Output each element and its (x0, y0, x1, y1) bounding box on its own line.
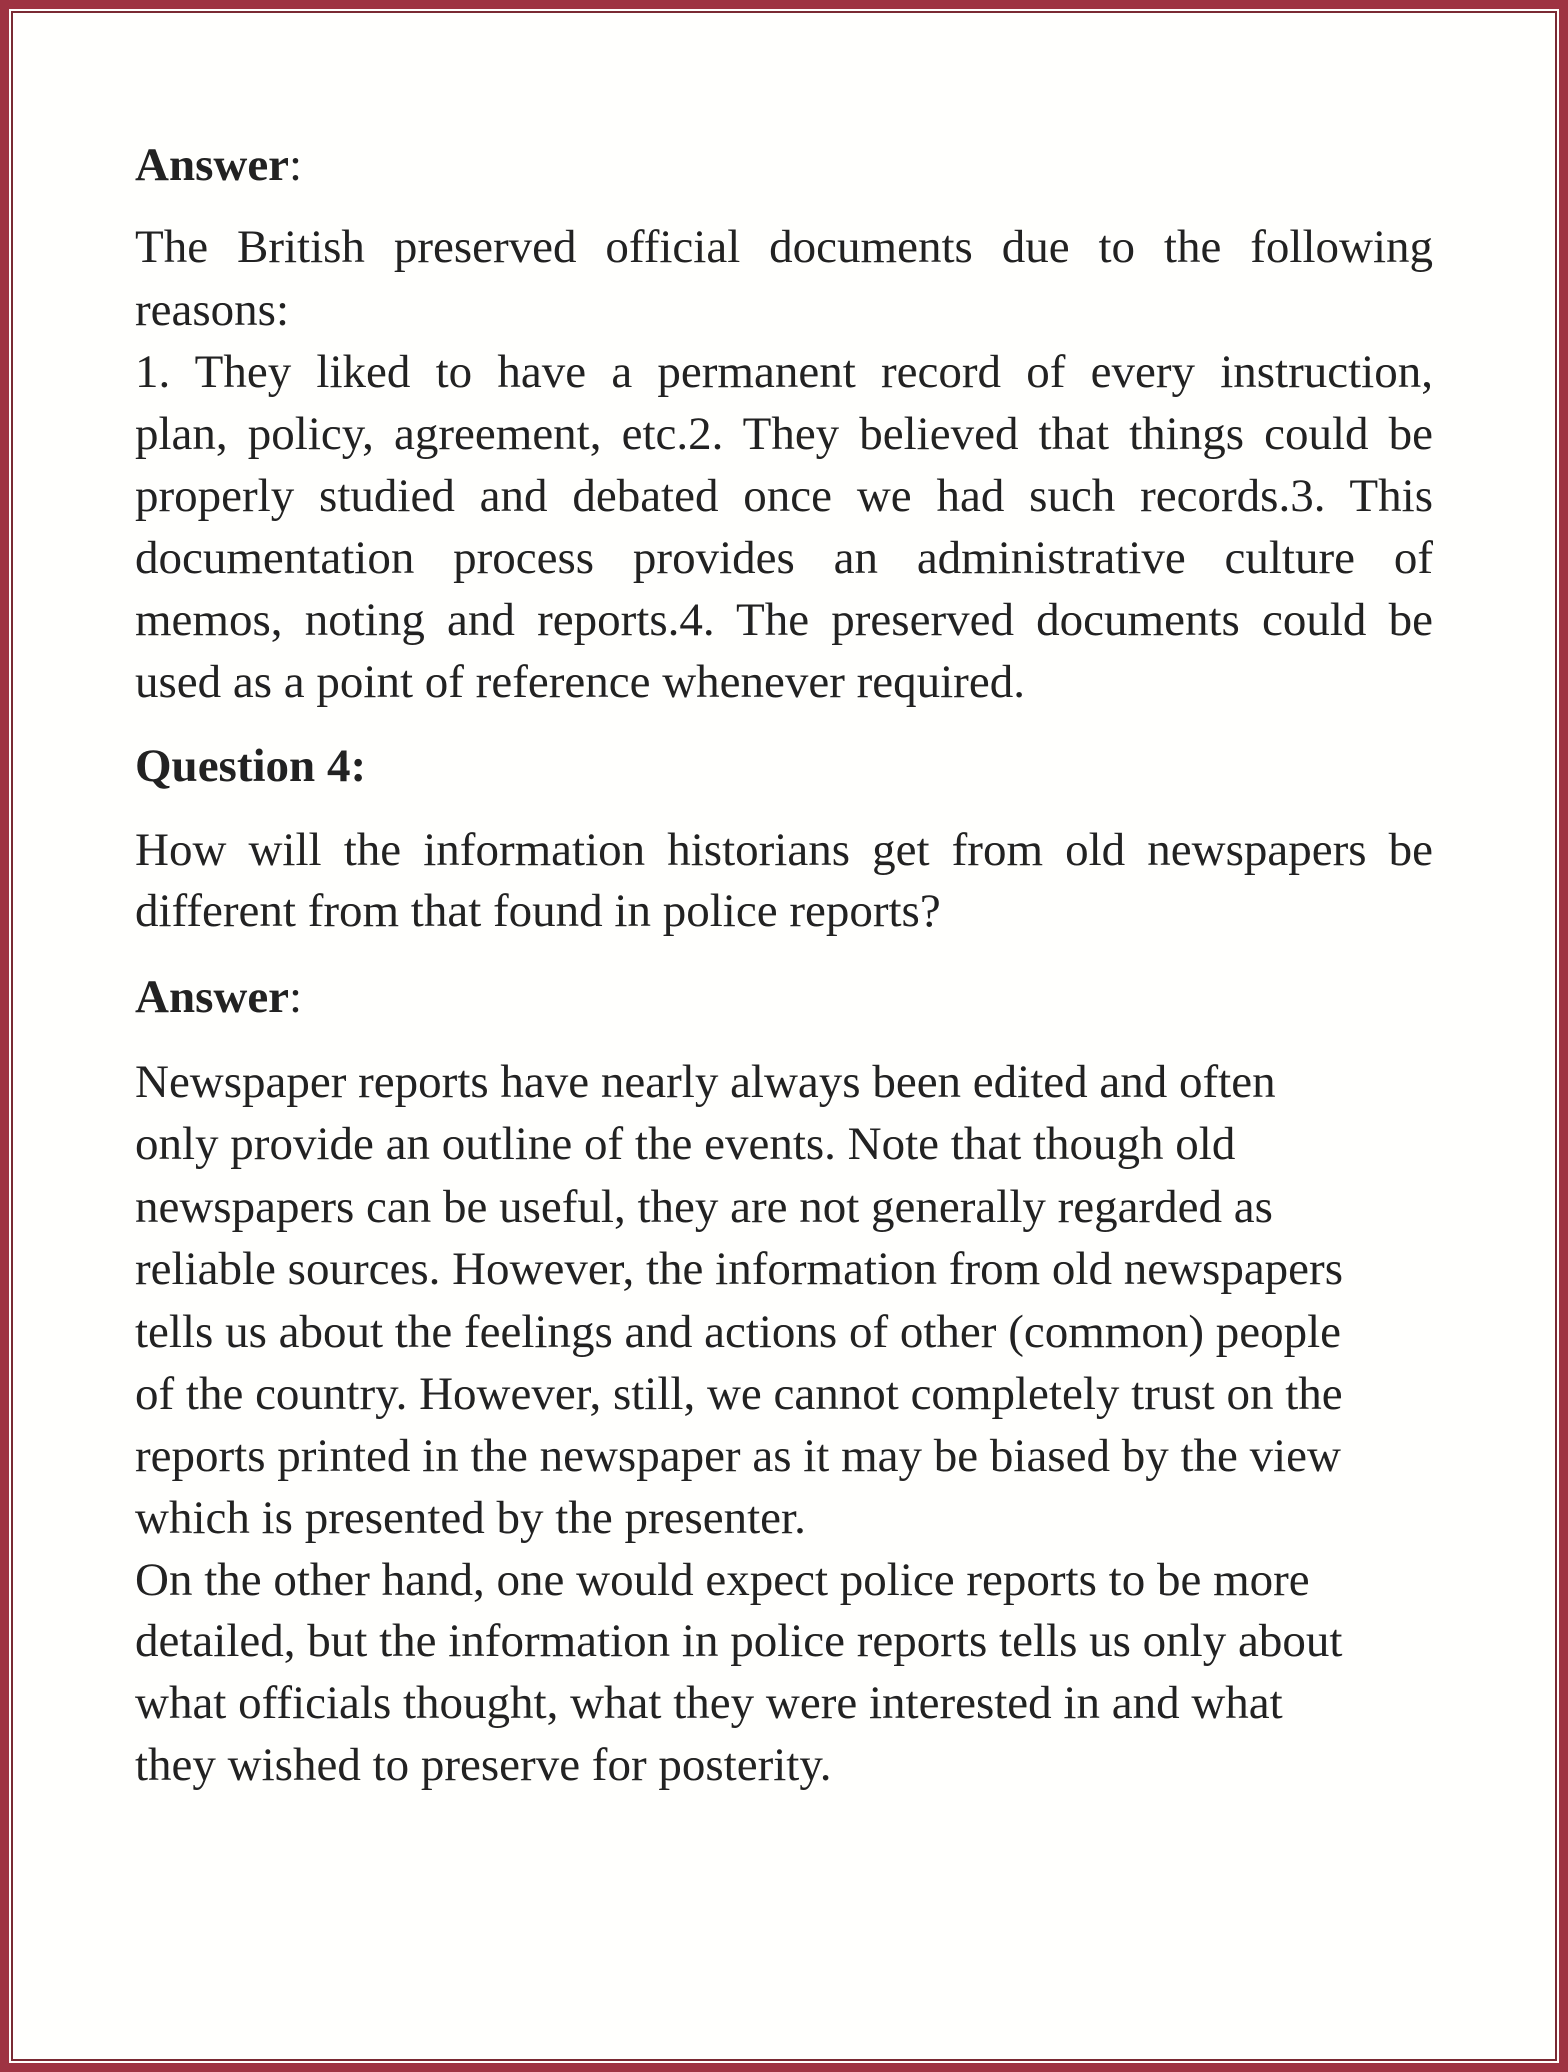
answer-line: reports printed in the newspaper as it may be biased by the view (135, 1430, 1341, 1482)
answer-line: tells us about the feelings and actions of other (common) people (135, 1306, 1342, 1358)
colon: : (289, 971, 303, 1023)
answer-line: The British preserved official documents due to the following (135, 221, 1433, 273)
question-line: How will the information historians get from old newspapers be (135, 824, 1433, 876)
answer-line: documentation process provides an administrative culture of (135, 532, 1433, 584)
answer-heading (135, 134, 1433, 196)
answer-line: On the other hand, one would expect police reports to be more (135, 1554, 1310, 1606)
answer-line: which is presented by the presenter. (135, 1492, 806, 1544)
answer-line: plan, policy, agreement, etc.2. They believed that things could be (135, 408, 1433, 460)
colon: : (289, 139, 303, 191)
answer-line: of the country. However, still, we cannot completely trust on the (135, 1368, 1343, 1420)
answer-line: what officials thought, what they were interested in and what (135, 1677, 1283, 1729)
answer-label: Answer (135, 139, 290, 191)
answer-line: reasons: (135, 284, 290, 336)
answer-line: they wished to preserve for posterity. (135, 1739, 832, 1791)
answer-line: reliable sources. However, the information from old newspapers (135, 1243, 1343, 1295)
answer-line: only provide an outline of the events. Note that though old (135, 1118, 1236, 1170)
question-heading: Question 4: (135, 740, 367, 792)
answer-line: Newspaper reports have nearly always been edited and often (135, 1056, 1276, 1108)
question-line: different from that found in police reports? (135, 885, 941, 937)
answer-line: 1. They liked to have a permanent record of every instruction, (135, 346, 1433, 398)
answer-label: Answer (135, 971, 290, 1023)
answer-line: properly studied and debated once we had such records.3. This (135, 470, 1433, 522)
answer-line: memos, noting and reports.4. The preserved documents could be (135, 594, 1433, 646)
answer-line: detailed, but the information in police reports tells us only about (135, 1615, 1343, 1667)
answer-heading (135, 966, 1433, 1028)
answer-line: used as a point of reference whenever required. (135, 656, 1025, 708)
answer-line: newspapers can be useful, they are not generally regarded as (135, 1181, 1273, 1233)
